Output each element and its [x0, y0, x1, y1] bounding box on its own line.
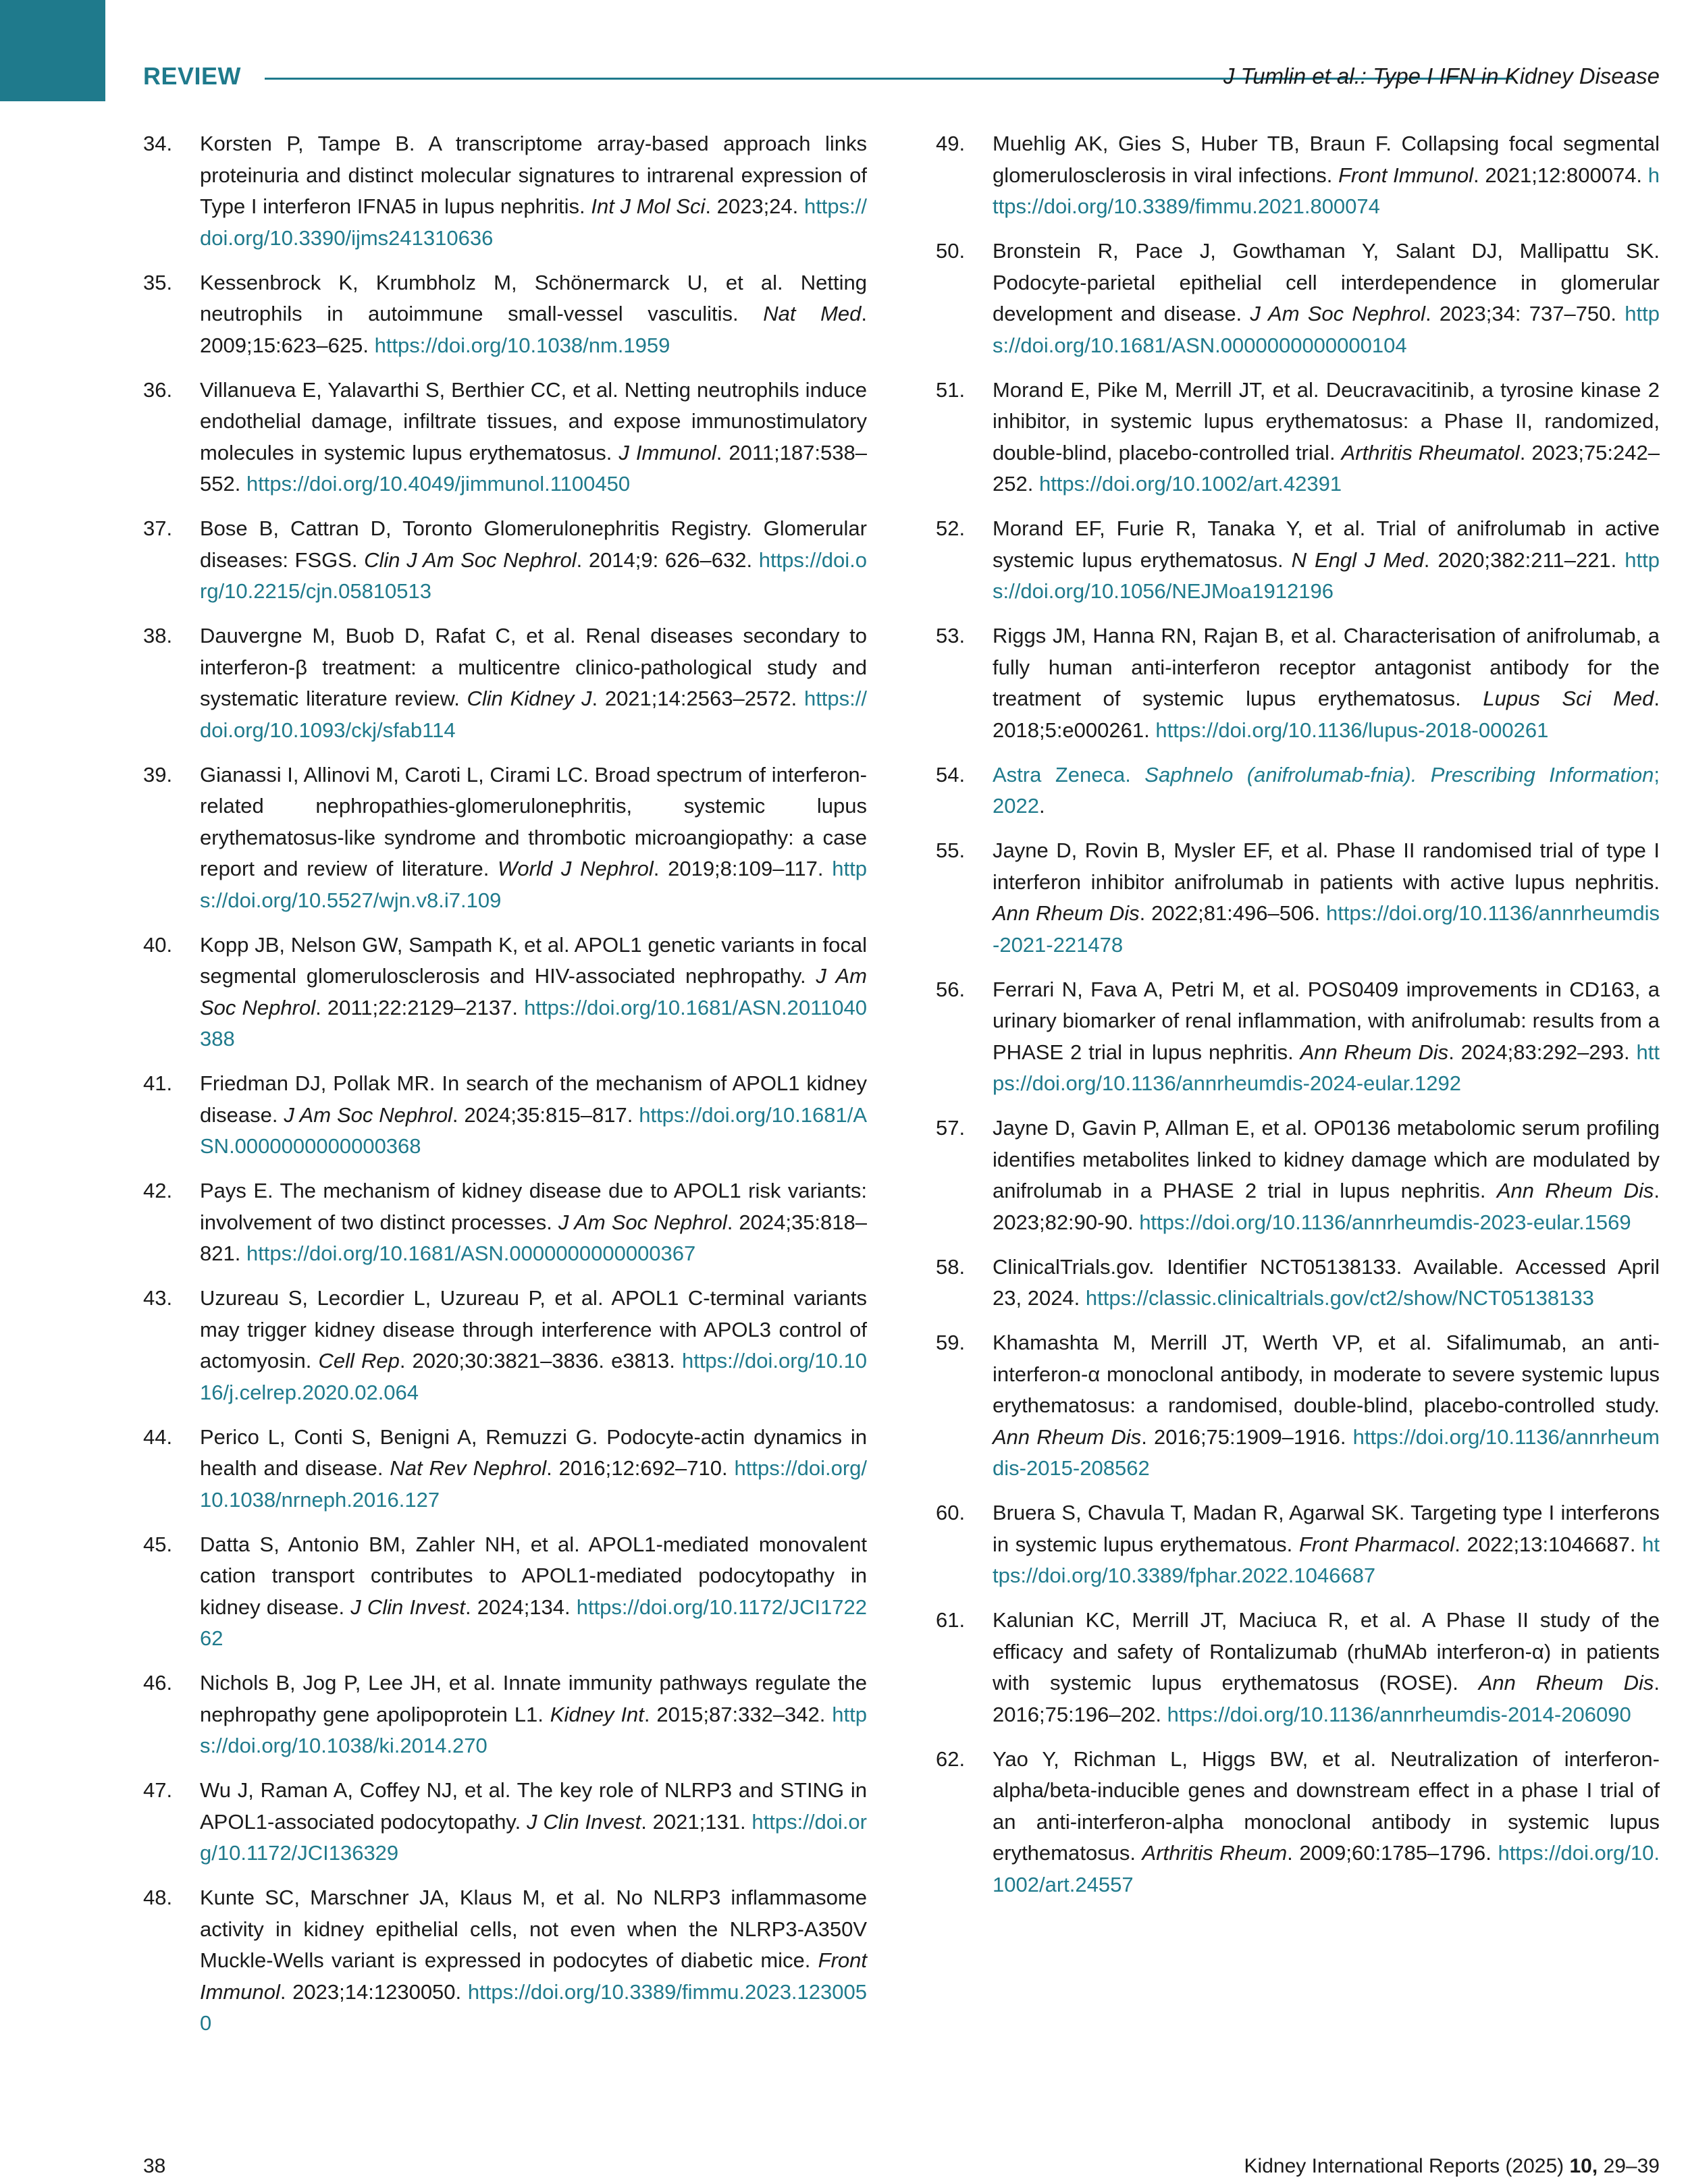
- reference-authors-title[interactable]: Astra Zeneca.: [993, 762, 1145, 787]
- reference-text: [993, 624, 1660, 742]
- doi-link[interactable]: https://doi.org/10.1136/annrheumdis-2023-eular.1569: [1139, 1210, 1631, 1234]
- reference-item: [936, 620, 1660, 746]
- reference-journal: Ann Rheum Dis: [1300, 1040, 1449, 1064]
- doi-link[interactable]: https://doi.org/10.1681/ASN.2011040388: [200, 995, 867, 1050]
- doi-link[interactable]: https://doi.org/10.1681/ASN.0000000000000367: [246, 1242, 696, 1265]
- reference-text: [993, 1331, 1660, 1480]
- reference-number: 38.: [143, 624, 173, 647]
- reference-authors-title: Morand E, Pike M, Merrill JT, et al. Deucravacitinib, a tyrosine kinase 2 inhibitor, in systemic lupus erythematosus: a Phase II, randomized, double-blind, placebo-controlled trial.: [993, 377, 1660, 464]
- running-title: J Tumlin et al.: Type I IFN in Kidney Disease: [1223, 63, 1660, 88]
- doi-link[interactable]: https://doi.org/10.1002/art.42391: [1038, 472, 1342, 496]
- reference-text: [993, 1501, 1660, 1587]
- reference-text: [200, 1425, 867, 1512]
- reference-number: 35.: [143, 270, 173, 294]
- reference-item: [936, 128, 1660, 223]
- reference-item: [143, 760, 867, 917]
- reference-text: [200, 1071, 867, 1158]
- reference-text: [993, 763, 1660, 818]
- reference-number: 57.: [936, 1116, 966, 1140]
- reference-citation: ; 2022: [993, 762, 1660, 818]
- reference-number: 46.: [143, 1671, 173, 1695]
- reference-journal: N Engl J Med: [1291, 548, 1424, 572]
- reference-authors-title: Muehlig AK, Gies S, Huber TB, Braun F. Collapsing focal segmental glomerulosclerosis in viral infections.: [993, 132, 1660, 187]
- reference-citation: . 2020;382:211–221.: [1423, 548, 1625, 572]
- reference-item: [143, 375, 867, 500]
- reference-authors-title: Korsten P, Tampe B. A transcriptome array-based approach links proteinuria and distinct molecular signatures to intrarenal expression of Type I interferon IFNA5 in lupus nephritis.: [200, 132, 867, 218]
- reference-text: [993, 978, 1660, 1096]
- reference-citation: . 2024;35:818–821.: [200, 1210, 867, 1265]
- reference-citation: . 2019;8:109–117.: [653, 857, 833, 880]
- section-label: REVIEW: [143, 62, 242, 90]
- reference-item: [936, 1744, 1660, 1901]
- reference-item: [143, 1422, 867, 1516]
- reference-text: [200, 516, 867, 603]
- reference-authors-title: Perico L, Conti S, Benigni A, Remuzzi G. Podocyte-actin dynamics in health and disease.: [200, 1424, 867, 1480]
- reference-text: [200, 132, 867, 250]
- reference-text: [993, 1255, 1660, 1310]
- reference-item: [143, 1529, 867, 1655]
- reference-text: [200, 763, 867, 912]
- doi-link[interactable]: https://doi.org/10.1681/ASN.0000000000000104: [993, 302, 1660, 357]
- doi-link[interactable]: https://doi.org/10.5527/wjn.v8.i7.109: [200, 857, 867, 912]
- reference-authors-title: Bronstein R, Pace J, Gowthaman Y, Salant DJ, Mallipattu SK. Podocyte-parietal epithelial cell interdependence in glomerular development and disease.: [993, 239, 1660, 325]
- reference-authors-title: Friedman DJ, Pollak MR. In search of the mechanism of APOL1 kidney disease.: [200, 1071, 867, 1127]
- reference-authors-title: Kessenbrock K, Krumbholz M, Schönermarck U, et al. Netting neutrophils in autoimmune small-vessel vasculitis.: [200, 270, 867, 325]
- reference-authors-title: Ferrari N, Fava A, Petri M, et al. POS0409 improvements in CD163, a urinary biomarker of renal inflammation, with anifrolumab: results from a PHASE 2 trial in lupus nephritis.: [993, 977, 1660, 1064]
- doi-link[interactable]: https://doi.org/10.1136/annrheumdis-2024-eular.1292: [993, 1040, 1660, 1095]
- reference-journal: J Clin Invest: [350, 1595, 466, 1619]
- reference-item: [936, 835, 1660, 961]
- reference-authors-title: Bruera S, Chavula T, Madan R, Agarwal SK. Targeting type I interferons in systemic lupus erythematous.: [993, 1501, 1660, 1556]
- reference-number: 58.: [936, 1254, 966, 1279]
- reference-journal: Front Pharmacol: [1298, 1532, 1455, 1556]
- reference-item: [143, 513, 867, 608]
- reference-item: [936, 375, 1660, 500]
- doi-link[interactable]: https://doi.org/10.1136/lupus-2018-000261: [1155, 718, 1549, 742]
- doi-link[interactable]: https://doi.org/10.3389/fimmu.2023.1230050: [200, 1979, 867, 2035]
- reference-journal: J Am Soc Nephrol: [284, 1102, 452, 1127]
- reference-number: 39.: [143, 762, 173, 787]
- reference-item: [936, 1497, 1660, 1592]
- reference-authors-title: Kopp JB, Nelson GW, Sampath K, et al. APOL1 genetic variants in focal segmental glomerulosclerosis and HIV-associated nephropathy.: [200, 932, 867, 988]
- reference-citation: . 2015;87:332–342.: [643, 1702, 833, 1726]
- reference-authors-title: Bose B, Cattran D, Toronto Glomerulonephritis Registry. Glomerular diseases: FSGS.: [200, 516, 867, 572]
- reference-journal: J Clin Invest: [527, 1809, 641, 1834]
- reference-text: [993, 378, 1660, 496]
- doi-link[interactable]: https://doi.org/10.1016/j.celrep.2020.02.064: [200, 1349, 867, 1404]
- page-number: 38: [143, 2155, 166, 2177]
- reference-number: 41.: [143, 1071, 173, 1095]
- reference-item: [143, 1068, 867, 1163]
- reference-item: [936, 760, 1660, 822]
- reference-number: 34.: [143, 132, 173, 155]
- references-left-column: [143, 128, 867, 2052]
- reference-item: [936, 1605, 1660, 1730]
- reference-journal: Ann Rheum Dis: [1496, 1179, 1654, 1202]
- reference-text: [200, 1671, 867, 1757]
- reference-number: 43.: [143, 1286, 173, 1310]
- reference-item: [143, 620, 867, 746]
- reference-text: [993, 132, 1660, 218]
- doi-link[interactable]: https://doi.org/10.1172/JCI172262: [200, 1595, 867, 1650]
- reference-item: [143, 267, 867, 362]
- reference-citation: . 2016;75:196–202.: [993, 1671, 1660, 1726]
- reference-text: [993, 838, 1660, 957]
- reference-journal: Int J Mol Sci: [591, 194, 706, 218]
- reference-text: [200, 378, 867, 496]
- reference-citation: . 2024;83:292–293.: [1448, 1040, 1637, 1064]
- reference-citation: . 2022;81:496–506.: [1139, 901, 1326, 925]
- reference-citation: . 2023;75:242–252.: [993, 440, 1660, 496]
- reference-number: 44.: [143, 1424, 173, 1449]
- reference-number: 47.: [143, 1778, 173, 1802]
- reference-journal: J Immunol: [618, 440, 716, 464]
- reference-journal: Clin J Am Soc Nephrol: [364, 548, 577, 572]
- reference-text: [993, 1747, 1660, 1896]
- reference-item: [143, 1668, 867, 1762]
- reference-text: [200, 1533, 867, 1651]
- doi-link[interactable]: https://doi.org/10.1681/ASN.0000000000000368: [200, 1102, 868, 1158]
- reference-journal: Nat Rev Nephrol: [390, 1456, 547, 1480]
- reference-item: [143, 1283, 867, 1408]
- reference-authors-title: Wu J, Raman A, Coffey NJ, et al. The key role of NLRP3 and STING in APOL1-associated podocytopathy.: [200, 1778, 867, 1834]
- reference-citation: . 2011;187:538–552.: [200, 440, 867, 496]
- reference-item: [143, 1175, 867, 1270]
- reference-journal: Front Immunol: [1338, 163, 1473, 187]
- reference-authors-title: Uzureau S, Lecordier L, Uzureau P, et al. APOL1 C-terminal variants may trigger kidney disease through interference with APOL3 control of actomyosin.: [200, 1286, 867, 1373]
- journal-pages: 29–39: [1603, 2155, 1660, 2177]
- reference-item: [936, 513, 1660, 608]
- doi-link[interactable]: https://doi.org/10.1136/annrheumdis-2015-208562: [993, 1424, 1660, 1480]
- reference-text: [200, 1886, 867, 2035]
- reference-citation: . 2020;30:3821–3836. e3813.: [399, 1349, 682, 1373]
- reference-item: [143, 930, 867, 1055]
- reference-item: [143, 1775, 867, 1869]
- reference-item: [143, 1882, 867, 2040]
- reference-citation: . 2023;24.: [705, 194, 804, 218]
- doi-link[interactable]: https://doi.org/10.1002/art.24557: [993, 1841, 1660, 1896]
- reference-authors-title: Pays E. The mechanism of kidney disease due to APOL1 risk variants: involvement of two distinct processes.: [200, 1179, 867, 1234]
- reference-authors-title: Jayne D, Rovin B, Mysler EF, et al. Phase II randomised trial of type I interferon inhibitor anifrolumab in patients with active lupus nephritis.: [993, 838, 1660, 894]
- reference-text: [993, 1116, 1660, 1234]
- reference-citation: . 2024;35:815–817.: [452, 1102, 639, 1127]
- reference-item: [936, 236, 1660, 361]
- reference-authors-title: Villanueva E, Yalavarthi S, Berthier CC, et al. Netting neutrophils induce endothelial damage, infiltrate tissues, and expose immunostimulatory molecules in systemic lupus erythematosus.: [200, 377, 867, 464]
- reference-journal: Nat Med: [763, 302, 862, 325]
- reference-number: 54.: [936, 762, 966, 787]
- reference-number: 50.: [936, 239, 966, 263]
- reference-period: .: [1038, 794, 1045, 818]
- reference-citation: . 2021;131.: [641, 1809, 752, 1834]
- reference-authors-title: Morand EF, Furie R, Tanaka Y, et al. Trial of anifrolumab in active systemic lupus erythematosus.: [993, 516, 1660, 572]
- doi-link[interactable]: https://classic.clinicaltrials.gov/ct2/show/NCT05138133: [1085, 1286, 1594, 1310]
- doi-link[interactable]: https://doi.org/10.1038/nrneph.2016.127: [200, 1456, 867, 1512]
- reference-number: 51.: [936, 377, 966, 402]
- reference-journal: Ann Rheum Dis: [993, 901, 1140, 925]
- reference-citation: . 2023;14:1230050.: [280, 1979, 468, 2004]
- reference-citation: . 2016;75:1909–1916.: [1141, 1424, 1353, 1449]
- reference-text: [200, 1778, 867, 1865]
- reference-citation: . 2011;22:2129–2137.: [315, 995, 525, 1019]
- doi-link[interactable]: https://doi.org/10.1172/JCI136329: [200, 1809, 867, 1865]
- reference-authors-title: Kalunian KC, Merrill JT, Maciuca R, et al. A Phase II study of the efficacy and safety of Rontalizumab (rhuMAb interferon-α) in patients with systemic lupus erythematosus (ROSE).: [993, 1608, 1660, 1695]
- reference-journal: Arthritis Rheum: [1142, 1841, 1288, 1865]
- reference-authors-title: Nichols B, Jog P, Lee JH, et al. Innate immunity pathways regulate the nephropathy gene apolipoprotein L1.: [200, 1671, 867, 1726]
- reference-authors-title: Datta S, Antonio BM, Zahler NH, et al. APOL1-mediated monovalent cation transport contributes to APOL1-mediated podocytopathy in kidney disease.: [200, 1532, 867, 1619]
- reference-text: [993, 239, 1660, 357]
- reference-number: 61.: [936, 1608, 966, 1632]
- reference-text: [200, 1286, 867, 1404]
- reference-item: [936, 1327, 1660, 1485]
- reference-citation: . 2018;5:e000261.: [993, 687, 1660, 742]
- reference-text: [200, 624, 867, 742]
- reference-journal[interactable]: Saphnelo (anifrolumab-fnia). Prescribing Information: [1144, 762, 1654, 787]
- reference-citation: . 2009;60:1785–1796.: [1287, 1841, 1498, 1865]
- reference-number: 55.: [936, 838, 966, 862]
- doi-link[interactable]: https://doi.org/10.1038/ki.2014.270: [200, 1702, 868, 1757]
- reference-text: [993, 1608, 1660, 1726]
- doi-link[interactable]: https://doi.org/10.1136/annrheumdis-2021-221478: [993, 901, 1660, 957]
- doi-link[interactable]: https://doi.org/10.2215/cjn.05810513: [200, 548, 867, 603]
- reference-authors-title: ClinicalTrials.gov. Identifier NCT05138133. Available. Accessed April 23, 2024.: [993, 1254, 1660, 1310]
- reference-text: [993, 516, 1660, 603]
- reference-journal: J Am Soc Nephrol: [558, 1210, 727, 1234]
- reference-journal: World J Nephrol: [498, 857, 654, 880]
- references-right-column: [936, 128, 1660, 1914]
- reference-authors-title: Riggs JM, Hanna RN, Rajan B, et al. Characterisation of anifrolumab, a fully human anti-interferon receptor antagonist antibody for the treatment of systemic lupus erythematosus.: [993, 624, 1660, 710]
- doi-link[interactable]: https://doi.org/10.1038/nm.1959: [374, 333, 670, 357]
- doi-link[interactable]: https://doi.org/10.3389/fphar.2022.1046687: [993, 1532, 1660, 1587]
- doi-link[interactable]: https://doi.org/10.3390/ijms241310636: [200, 194, 867, 250]
- reference-item: [936, 974, 1660, 1100]
- reference-authors-title: Gianassi I, Allinovi M, Caroti L, Cirami LC. Broad spectrum of interferon-related nephropathies-glomerulonephritis, systemic lupus erythematosus-like syndrome and thrombotic microangiopathy: a case report and review of literature.: [200, 762, 867, 880]
- reference-citation: . 2021;14:2563–2572.: [591, 687, 804, 710]
- reference-number: 49.: [936, 132, 966, 155]
- doi-link[interactable]: https://doi.org/10.1056/NEJMoa1912196: [993, 548, 1660, 603]
- doi-link[interactable]: https://doi.org/10.4049/jimmunol.1100450: [246, 472, 631, 496]
- reference-citation: . 2023;34: 737–750.: [1425, 302, 1625, 325]
- reference-item: [143, 128, 867, 254]
- reference-number: 42.: [143, 1179, 173, 1202]
- reference-item: [936, 1113, 1660, 1238]
- reference-journal: Ann Rheum Dis: [1478, 1671, 1654, 1695]
- reference-number: 36.: [143, 377, 173, 402]
- reference-citation: . 2023;82:90-90.: [993, 1179, 1660, 1234]
- reference-number: 45.: [143, 1532, 173, 1556]
- journal-name: Kidney International Reports (2025): [1244, 2155, 1564, 2177]
- reference-authors-title: Kunte SC, Marschner JA, Klaus M, et al. No NLRP3 inflammasome activity in kidney epithelial cells, not even when the NLRP3-A350V Muckle-Wells variant is expressed in podocytes of diabetic mice.: [200, 1886, 867, 1972]
- reference-citation: . 2014;9: 626–632.: [576, 548, 759, 572]
- reference-authors-title: Dauvergne M, Buob D, Rafat C, et al. Renal diseases secondary to interferon-β treatment: a multicentre clinico-pathological study and systematic literature review.: [200, 624, 867, 710]
- reference-authors-title: Jayne D, Gavin P, Allman E, et al. OP0136 metabolomic serum profiling identifies metabolites linked to kidney damage which are modulated by anifrolumab in a PHASE 2 trial in lupus nephritis.: [993, 1116, 1660, 1202]
- reference-citation: . 2009;15:623–625.: [200, 302, 867, 357]
- reference-citation: . 2024;134.: [465, 1595, 577, 1619]
- reference-journal: Front Immunol: [200, 1948, 867, 2004]
- reference-number: 59.: [936, 1331, 966, 1354]
- doi-link[interactable]: https://doi.org/10.1093/ckj/sfab114: [200, 687, 867, 742]
- reference-text: [200, 271, 867, 357]
- reference-number: 56.: [936, 977, 966, 1001]
- reference-journal: Arthritis Rheumatol: [1341, 440, 1520, 464]
- reference-number: 37.: [143, 516, 173, 540]
- reference-text: [200, 933, 867, 1051]
- corner-accent-block: [0, 0, 105, 101]
- reference-journal: Cell Rep: [318, 1349, 400, 1373]
- journal-volume: 10,: [1569, 2155, 1598, 2177]
- reference-item: [936, 1252, 1660, 1314]
- reference-number: 53.: [936, 624, 966, 647]
- reference-number: 62.: [936, 1747, 966, 1771]
- doi-link[interactable]: https://doi.org/10.1136/annrheumdis-2014-206090: [1167, 1702, 1631, 1726]
- reference-text: [200, 1179, 867, 1265]
- reference-journal: Ann Rheum Dis: [993, 1424, 1142, 1449]
- journal-footer: [1244, 2155, 1660, 2178]
- reference-number: 52.: [936, 516, 966, 540]
- reference-number: 48.: [143, 1886, 173, 1909]
- reference-authors-title: Khamashta M, Merrill JT, Werth VP, et al. Sifalimumab, an anti-interferon-α monoclonal antibody, in moderate to severe systemic lupus erythematosus: a randomised, double-blind, placebo-controlled study.: [993, 1331, 1660, 1417]
- reference-citation: . 2016;12:692–710.: [546, 1456, 735, 1480]
- reference-citation: . 2022;13:1046687.: [1454, 1532, 1643, 1556]
- reference-journal: Kidney Int: [550, 1702, 644, 1726]
- reference-citation: . 2021;12:800074.: [1473, 163, 1648, 187]
- doi-link[interactable]: https://doi.org/10.3389/fimmu.2021.800074: [993, 163, 1660, 218]
- reference-journal: Clin Kidney J: [467, 687, 592, 710]
- reference-journal: J Am Soc Nephrol: [200, 964, 867, 1019]
- reference-number: 40.: [143, 932, 173, 957]
- reference-authors-title: Yao Y, Richman L, Higgs BW, et al. Neutralization of interferon-alpha/beta-inducible genes and downstream effect in a phase I trial of an anti-interferon-alpha monoclonal antibody in systemic lupus erythematosus.: [993, 1747, 1660, 1865]
- reference-number: 60.: [936, 1501, 966, 1524]
- reference-journal: J Am Soc Nephrol: [1250, 302, 1425, 325]
- reference-journal: Lupus Sci Med: [1483, 687, 1654, 710]
